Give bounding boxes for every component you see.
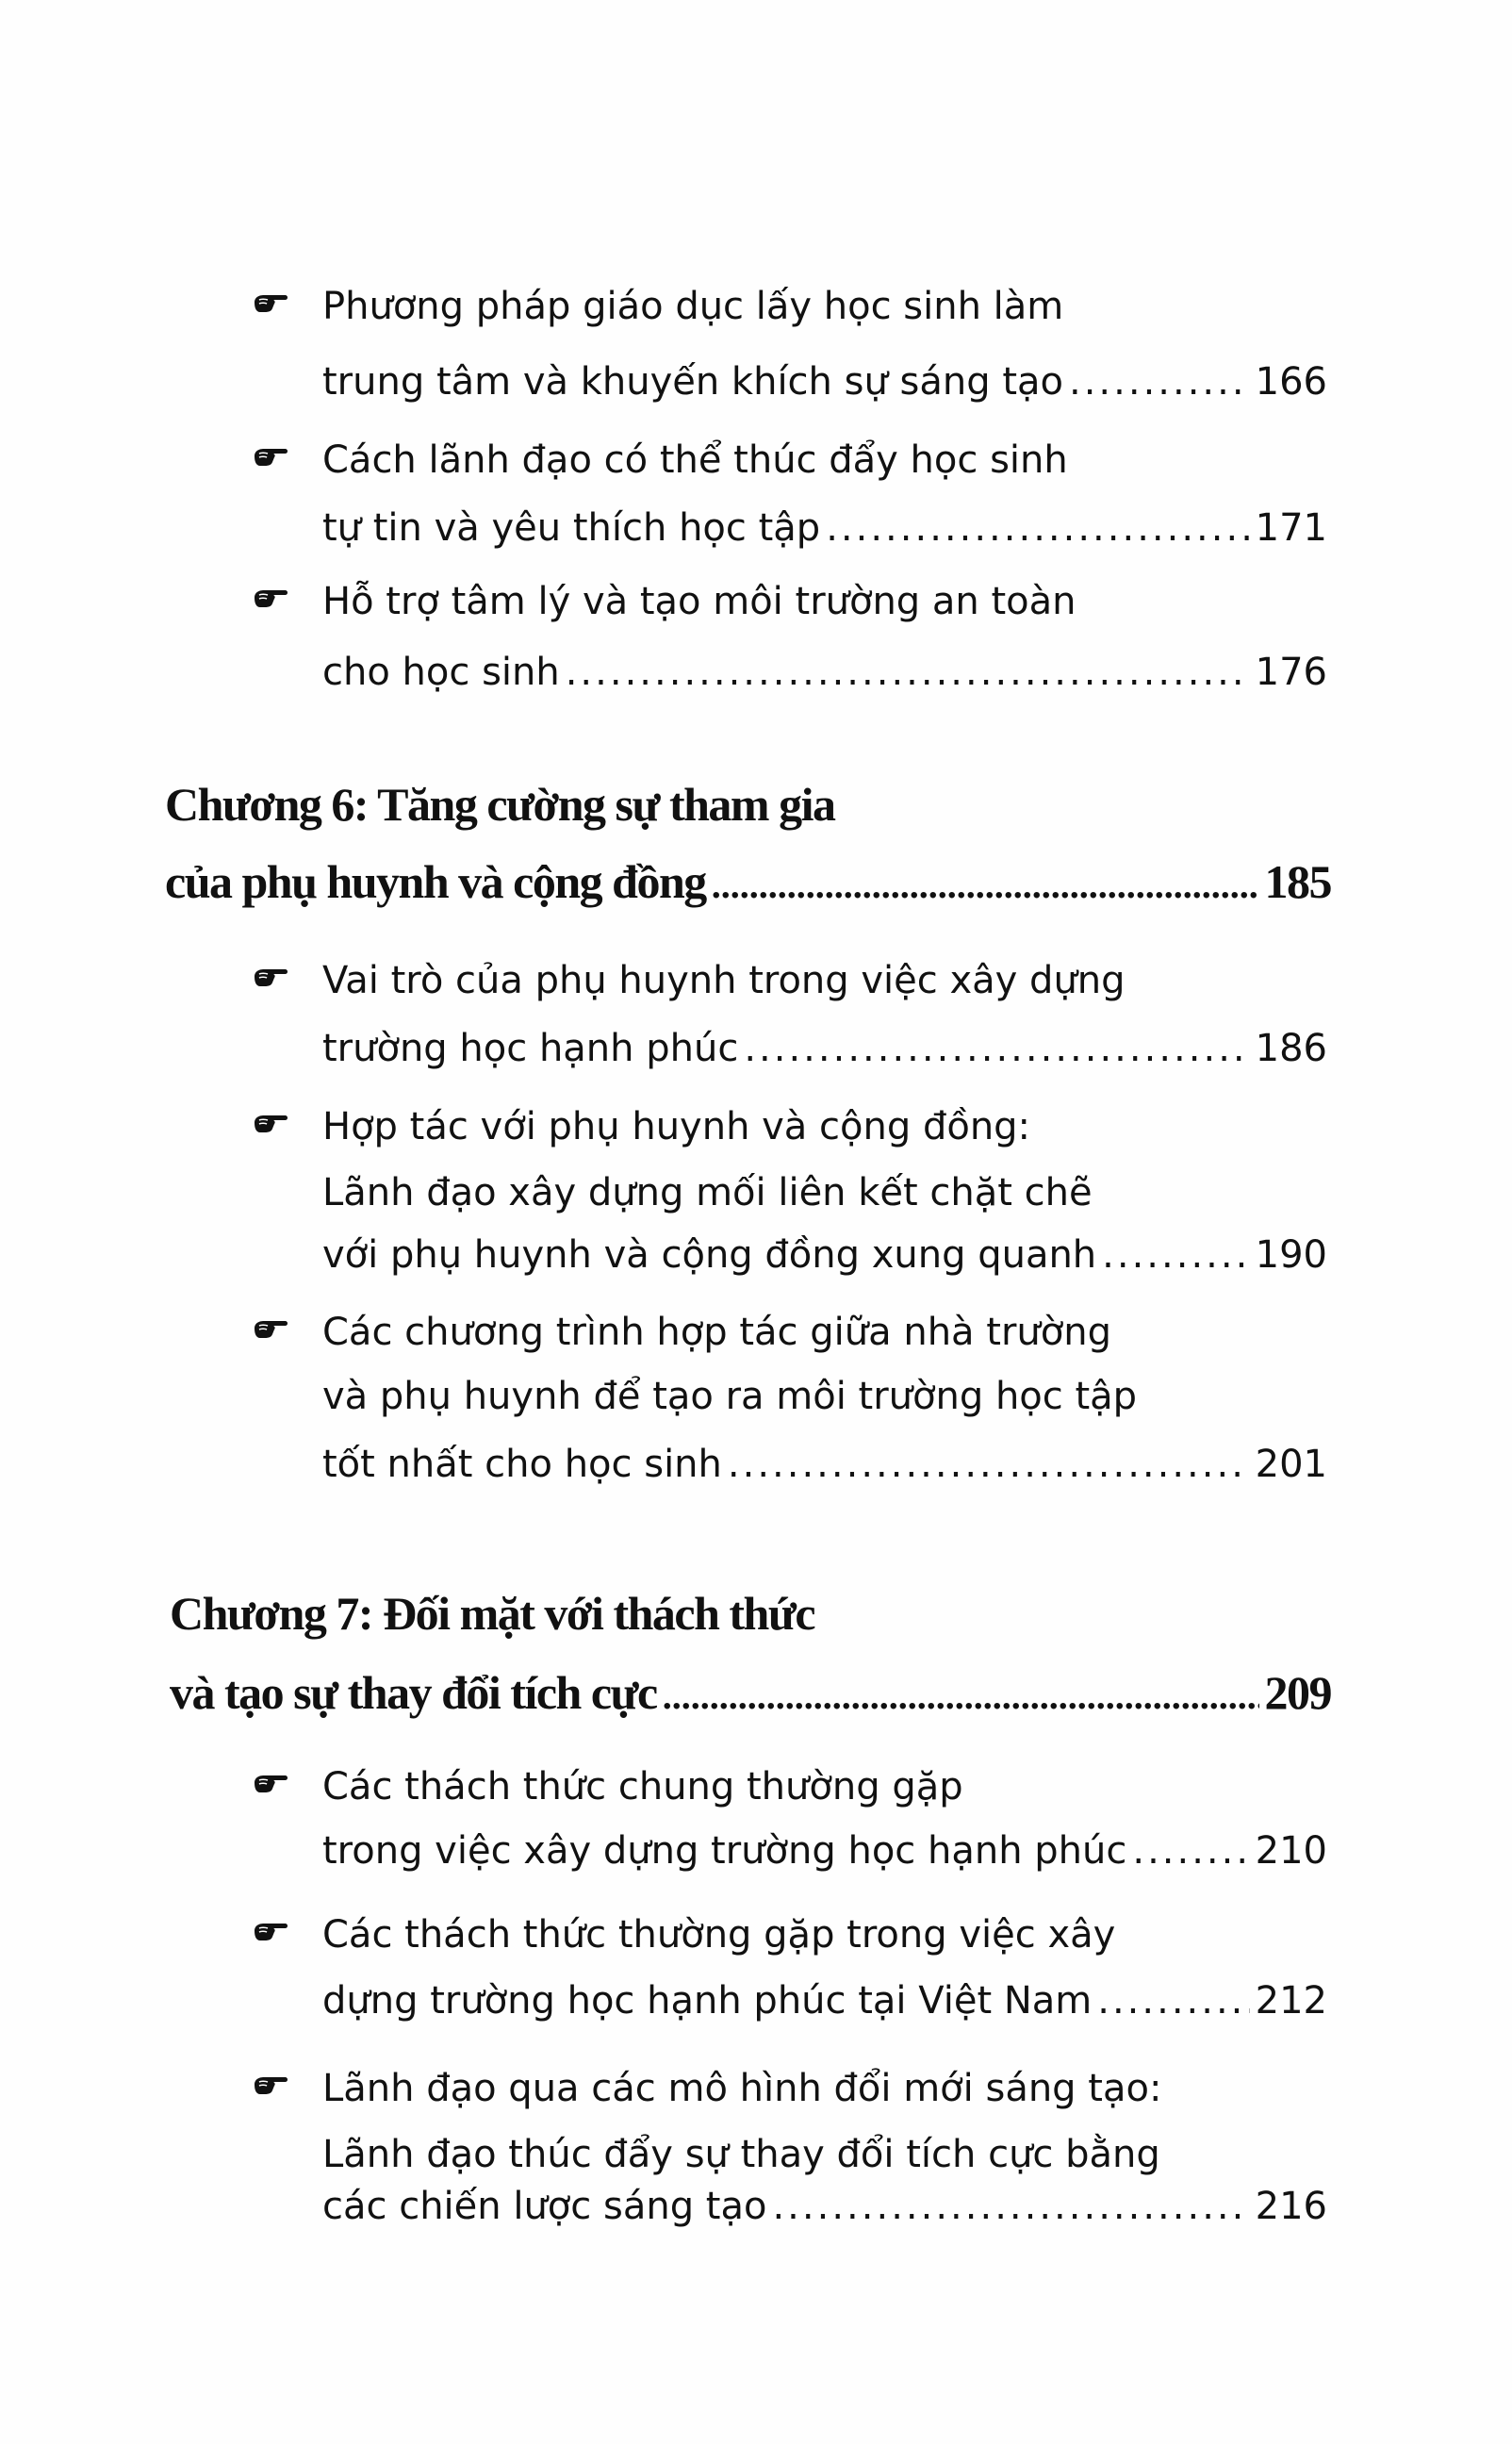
leader-dots (728, 1444, 1250, 1485)
leader-dots (744, 1028, 1249, 1069)
leader-dots (663, 1672, 1259, 1721)
page-number: 176 (1255, 651, 1327, 694)
toc-entry-line (322, 960, 1126, 1001)
toc-entry-line (322, 1172, 1093, 1214)
toc-entry-text: Các thách thức thường gặp trong việc xây (322, 1913, 1116, 1957)
toc-entry-text: tự tin và yêu thích học tập (322, 506, 821, 550)
page-number: 166 (1255, 360, 1327, 404)
toc-entry-text: dựng trường học hạnh phúc tại Việt Nam (322, 1979, 1093, 2023)
toc-entry-text: Lãnh đạo qua các mô hình đổi mới sáng tạo: (322, 2067, 1162, 2110)
toc-entry-text: Hỗ trợ tâm lý và tạo môi trường an toàn (322, 580, 1076, 623)
toc-entry-text: trường học hạnh phúc (322, 1027, 739, 1070)
toc-entry-link[interactable] (322, 1028, 1327, 1069)
chapter-heading-text: của phụ huynh và cộng đồng (165, 855, 706, 908)
pointing-hand-icon (251, 1919, 288, 1943)
chapter-heading-text: Chương 6: Tăng cường sự tham gia (165, 778, 835, 831)
toc-entry-line (322, 286, 1063, 327)
toc-entry-link[interactable] (322, 1830, 1327, 1872)
pointing-hand-icon (251, 586, 288, 610)
toc-entry-text: các chiến lược sáng tạo (322, 2185, 767, 2228)
leader-dots (1132, 1830, 1249, 1872)
toc-entry-line (322, 1914, 1115, 1956)
toc-entry-text: trong việc xây dựng trường học hạnh phúc (322, 1829, 1127, 1873)
pointing-hand-icon (251, 1771, 288, 1795)
chapter-heading-link[interactable] (170, 1668, 1331, 1717)
leader-dots (712, 861, 1259, 910)
pointing-hand-icon (251, 2072, 288, 2097)
chapter-heading-line (165, 780, 834, 829)
toc-entry-text: Các chương trình hợp tác giữa nhà trường (322, 1311, 1111, 1354)
toc-entry-line (322, 1106, 1030, 1148)
page-number: 185 (1264, 855, 1331, 908)
toc-entry-line (322, 1766, 963, 1808)
page-number: 210 (1255, 1829, 1327, 1873)
pointing-hand-icon (251, 965, 288, 989)
toc-entry-text: tốt nhất cho học sinh (322, 1443, 722, 1486)
page-number: 171 (1255, 506, 1327, 550)
toc-entry-text: Phương pháp giáo dục lấy học sinh làm (322, 285, 1064, 328)
pointing-hand-icon (251, 290, 288, 315)
toc-entry-text: Các thách thức chung thường gặp (322, 1765, 963, 1808)
chapter-heading-link[interactable] (165, 857, 1331, 906)
pointing-hand-icon (251, 1111, 288, 1135)
toc-entry-text: và phụ huynh để tạo ra môi trường học tập (322, 1375, 1138, 1418)
page-number: 201 (1255, 1443, 1327, 1486)
toc-entry-text: cho học sinh (322, 651, 560, 694)
toc-entry-line (322, 1312, 1111, 1353)
leader-dots (826, 507, 1249, 549)
toc-entry-line (322, 1376, 1137, 1417)
toc-entry-link[interactable] (322, 1444, 1327, 1485)
pointing-hand-icon (251, 1316, 288, 1341)
toc-entry-link[interactable] (322, 361, 1327, 403)
toc-entry-link[interactable] (322, 1980, 1327, 2022)
page-number: 190 (1255, 1233, 1327, 1277)
toc-entry-text: Lãnh đạo xây dựng mối liên kết chặt chẽ (322, 1171, 1093, 1214)
toc-entry-link[interactable] (322, 652, 1327, 693)
page-number: 212 (1255, 1979, 1327, 2023)
toc-entry-text: với phụ huynh và cộng đồng xung quanh (322, 1233, 1097, 1277)
leader-dots (566, 652, 1250, 693)
toc-entry-link[interactable] (322, 2186, 1327, 2227)
leader-dots (1102, 1234, 1249, 1276)
toc-entry-text: trung tâm và khuyến khích sự sáng tạo (322, 360, 1063, 404)
toc-entry-text: Vai trò của phụ huynh trong việc xây dựng (322, 959, 1126, 1002)
toc-entry-text: Hợp tác với phụ huynh và cộng đồng: (322, 1105, 1031, 1148)
toc-entry-text: Lãnh đạo thúc đẩy sự thay đổi tích cực bằng (322, 2133, 1160, 2176)
toc-entry-line (322, 439, 1068, 481)
chapter-heading-text: và tạo sự thay đổi tích cực (170, 1666, 657, 1719)
page-number: 186 (1255, 1027, 1327, 1070)
toc-entry-text: Cách lãnh đạo có thể thúc đẩy học sinh (322, 438, 1068, 482)
toc-entry-link[interactable] (322, 1234, 1327, 1276)
page-number: 216 (1255, 2185, 1327, 2228)
leader-dots (1069, 361, 1250, 403)
pointing-hand-icon (251, 444, 288, 469)
toc-entry-line (322, 581, 1076, 622)
chapter-heading-line (170, 1589, 814, 1638)
toc-entry-line (322, 2134, 1160, 2175)
leader-dots (772, 2186, 1249, 2227)
leader-dots (1097, 1980, 1249, 2022)
chapter-heading-text: Chương 7: Đối mặt với thách thức (170, 1587, 815, 1640)
page-number: 209 (1264, 1666, 1331, 1719)
toc-entry-link[interactable] (322, 507, 1327, 549)
toc-entry-line (322, 2068, 1161, 2109)
